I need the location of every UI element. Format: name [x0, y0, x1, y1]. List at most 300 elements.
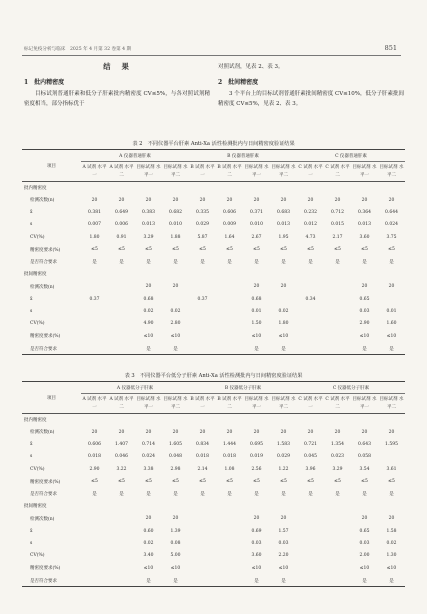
data-cell [297, 268, 324, 280]
data-cell: 2.98 [170, 466, 181, 472]
data-cell [135, 500, 162, 512]
data-cell: 0.695 [250, 441, 263, 447]
data-cell: 是 [362, 260, 367, 266]
data-cell: ≤5 [91, 247, 98, 253]
section-1-text: 目标试剂普通肝素和低分子肝素批内精密度 CV≤5%，与各对照试剂精密度相当，部分指标优于 [24, 91, 210, 107]
data-cell: 0.371 [250, 209, 263, 215]
data-cell [216, 281, 243, 293]
data-cell [108, 575, 135, 587]
data-cell: 20 [361, 197, 368, 203]
row-label: 检测次数(n) [30, 284, 55, 290]
data-cell [297, 562, 324, 574]
data-cell [270, 182, 297, 194]
data-cell [297, 500, 324, 512]
data-cell [81, 343, 108, 355]
reagent-level-header: 目标试剂 水平一 [243, 162, 270, 182]
reagent-level-header: 目标试剂 水平二 [378, 394, 405, 414]
group-header: B 仪器低分子肝素 [189, 382, 297, 394]
data-cell [81, 281, 108, 293]
data-cell [297, 281, 324, 293]
row-label: x̄ [30, 441, 33, 447]
data-cell: 0.65 [359, 296, 370, 302]
data-cell: 1.354 [331, 441, 344, 447]
reagent-level-header: 目标试剂 水平一 [351, 162, 378, 182]
data-cell: 0.08 [170, 541, 181, 547]
data-cell: 是 [389, 260, 394, 266]
data-cell: 20 [253, 429, 260, 435]
data-cell: 0.834 [196, 441, 209, 447]
data-cell [216, 537, 243, 549]
data-cell [216, 343, 243, 355]
row-label: 批内精密度 [24, 417, 47, 423]
reagent-level-header: C 试剂 水平一 [297, 394, 324, 414]
data-cell [162, 268, 189, 280]
data-cell [297, 550, 324, 562]
data-cell [189, 182, 216, 194]
table-row [22, 268, 405, 280]
data-cell: 20 [91, 429, 98, 435]
data-cell: 是 [308, 492, 313, 498]
data-cell: 1.64 [224, 234, 235, 240]
data-cell [189, 268, 216, 280]
table-row [22, 451, 405, 463]
data-cell [81, 575, 108, 587]
row-label: 批间精密度 [24, 504, 47, 510]
data-cell [189, 562, 216, 574]
table-row [22, 231, 405, 243]
data-cell: 2.00 [359, 553, 370, 559]
data-cell: 0.024 [142, 454, 155, 460]
table-row [22, 488, 405, 500]
data-cell: ≤5 [307, 247, 314, 253]
data-cell [216, 414, 243, 426]
data-cell: 0.013 [277, 222, 290, 228]
data-cell: 0.682 [169, 209, 182, 215]
section-2-text: 3 个平台上的目标试剂普通肝素批间精密度 CV≤10%，低分子肝素批间精密度 CV≤5%，见表 2、表 3。 [218, 91, 405, 107]
data-cell: 20 [118, 197, 125, 203]
data-cell [270, 500, 297, 512]
results-title: 结 果 [103, 62, 131, 71]
reagent-level-header: C 试剂 水平二 [324, 394, 351, 414]
row-label: 精密度要求(%) [30, 247, 61, 253]
data-cell: 0.03 [359, 541, 370, 547]
data-cell: 20 [388, 197, 395, 203]
data-cell [189, 575, 216, 587]
data-cell [189, 330, 216, 342]
table-row [22, 305, 405, 317]
data-cell [81, 182, 108, 194]
data-cell [81, 550, 108, 562]
data-cell: 是 [162, 575, 189, 587]
reagent-level-header: A 试剂 水平二 [108, 394, 135, 414]
data-cell [189, 550, 216, 562]
data-cell [297, 343, 324, 355]
data-cell: 20 [253, 516, 260, 522]
data-cell: 1.88 [170, 234, 181, 240]
data-cell: 是 [146, 492, 151, 498]
row-label: 检测次数(n) [30, 516, 55, 522]
row-label: 批内精密度 [24, 185, 47, 191]
data-cell: 3.29 [143, 234, 154, 240]
data-cell: 是 [119, 260, 124, 266]
group-header: A 仪器普通肝素 [81, 150, 189, 162]
data-cell [297, 318, 324, 330]
row-label: CV(%) [30, 553, 45, 559]
table-row [22, 206, 405, 218]
data-cell: ≤10 [251, 565, 262, 571]
reagent-level-header: 目标试剂 水平二 [162, 394, 189, 414]
data-cell: ≤5 [334, 247, 341, 253]
data-cell [324, 281, 351, 293]
data-cell: ≤5 [388, 479, 395, 485]
data-cell: 0.683 [277, 209, 290, 215]
data-cell [378, 451, 405, 463]
data-cell: ≤5 [361, 479, 368, 485]
row-label: 检测次数(n) [30, 430, 55, 436]
table-row [22, 500, 405, 512]
data-cell [108, 281, 135, 293]
table-row [22, 562, 405, 574]
data-cell: 20 [280, 516, 287, 522]
data-cell: 1.30 [386, 553, 397, 559]
data-cell: 0.007 [88, 222, 101, 228]
data-cell: 4.73 [305, 234, 316, 240]
data-cell: 0.65 [359, 528, 370, 534]
data-cell: 0.024 [385, 222, 398, 228]
data-cell: 20 [172, 516, 179, 522]
data-cell [216, 525, 243, 537]
data-cell [324, 268, 351, 280]
data-cell: 20 [145, 284, 152, 290]
data-cell [189, 318, 216, 330]
data-cell [108, 343, 135, 355]
data-cell: 20 [253, 284, 260, 290]
data-cell: 0.029 [196, 222, 209, 228]
data-cell [324, 562, 351, 574]
data-cell [297, 330, 324, 342]
data-cell [351, 500, 378, 512]
row-label: CV(%) [30, 466, 45, 472]
table-2-caption: 表 2 不同仪器平台肝素 Anti-Xa 活性检测批内与日间精密度验证结果 [132, 141, 295, 147]
data-cell: 是 [200, 260, 205, 266]
data-cell [324, 513, 351, 525]
data-cell [108, 414, 135, 426]
data-cell: 是 [270, 343, 297, 355]
data-cell: 20 [91, 197, 98, 203]
data-cell: ≤5 [145, 479, 152, 485]
data-cell: 是 [92, 492, 97, 498]
data-cell: 20 [226, 197, 233, 203]
data-cell: 20 [172, 197, 179, 203]
data-cell: 是 [92, 260, 97, 266]
data-cell [270, 268, 297, 280]
row-label: x̄ [30, 209, 33, 215]
data-cell: ≤5 [253, 479, 260, 485]
data-cell [81, 525, 108, 537]
data-cell: ≤5 [226, 479, 233, 485]
data-cell: 0.03 [278, 541, 289, 547]
group-header: B 仪器普通肝素 [189, 150, 297, 162]
data-cell: 20 [172, 429, 179, 435]
row-label: s [30, 541, 33, 547]
right-column [218, 62, 404, 109]
data-cell: 0.010 [169, 222, 182, 228]
data-cell: ≤10 [359, 565, 370, 571]
data-cell: 0.364 [358, 209, 371, 215]
data-cell: 0.029 [277, 454, 290, 460]
reagent-level-header: C 试剂 水平一 [297, 162, 324, 182]
data-cell [324, 575, 351, 587]
data-cell: 是 [335, 260, 340, 266]
data-cell [297, 513, 324, 525]
data-cell: 20 [118, 429, 125, 435]
data-cell [324, 550, 351, 562]
data-cell: 3.38 [143, 466, 154, 472]
data-cell [81, 305, 108, 317]
data-cell: 3.40 [143, 553, 154, 559]
data-cell: 1.08 [224, 466, 235, 472]
reagent-level-header: B 试剂 水平二 [216, 162, 243, 182]
data-cell: 是 [389, 492, 394, 498]
row-label: x̄ [30, 528, 33, 534]
data-cell: ≤10 [278, 333, 289, 339]
data-cell: 是 [281, 260, 286, 266]
data-cell: 是 [351, 343, 378, 355]
data-cell: 20 [361, 516, 368, 522]
data-cell: 是 [378, 575, 405, 587]
data-cell: 1.57 [278, 528, 289, 534]
data-cell [297, 537, 324, 549]
table-row [22, 426, 405, 438]
data-cell: 3.75 [386, 234, 397, 240]
data-cell: ≤10 [386, 565, 397, 571]
data-cell: 20 [307, 429, 314, 435]
data-cell [324, 293, 351, 305]
data-cell: 3.60 [359, 234, 370, 240]
data-cell [189, 281, 216, 293]
data-cell: 是 [254, 492, 259, 498]
row-label: 检测次数(n) [30, 198, 55, 204]
data-cell: 0.048 [169, 454, 182, 460]
data-cell: 20 [388, 429, 395, 435]
data-cell: 3.61 [386, 466, 397, 472]
table-row [22, 293, 405, 305]
data-cell: 0.712 [331, 209, 344, 215]
data-cell [378, 293, 405, 305]
data-cell: 3.96 [305, 466, 316, 472]
data-cell: 是 [162, 343, 189, 355]
data-cell: 1.605 [169, 441, 182, 447]
data-cell: 3.60 [251, 553, 262, 559]
data-cell: ≤5 [253, 247, 260, 253]
reagent-level-header: B 试剂 水平二 [216, 394, 243, 414]
data-cell: 0.644 [385, 209, 398, 215]
data-cell: 5.00 [170, 553, 181, 559]
data-cell [324, 343, 351, 355]
row-label: x̄ [30, 296, 33, 302]
table-row [22, 194, 405, 206]
data-cell: ≤10 [170, 333, 181, 339]
data-cell: 0.721 [304, 441, 317, 447]
data-cell [189, 305, 216, 317]
data-cell [216, 500, 243, 512]
data-cell: ≤5 [280, 247, 287, 253]
data-cell: 0.68 [251, 296, 262, 302]
data-cell: 20 [334, 197, 341, 203]
data-cell: 1.407 [115, 441, 128, 447]
data-cell: 0.02 [278, 309, 289, 315]
row-label: CV(%) [30, 321, 45, 327]
reagent-level-header: 目标试剂 水平一 [243, 394, 270, 414]
data-cell: 20 [199, 429, 206, 435]
data-cell [297, 305, 324, 317]
data-cell: 1.583 [277, 441, 290, 447]
data-cell: 0.606 [88, 441, 101, 447]
data-cell: 是 [135, 343, 162, 355]
data-cell: 1.22 [278, 466, 289, 472]
data-cell: 0.02 [386, 541, 397, 547]
data-cell [216, 293, 243, 305]
reagent-level-header: 目标试剂 水平二 [270, 162, 297, 182]
data-cell [216, 513, 243, 525]
row-label: s [30, 309, 33, 315]
data-cell: 20 [172, 284, 179, 290]
data-cell [216, 330, 243, 342]
row-label: CV(%) [30, 234, 45, 240]
data-cell [297, 525, 324, 537]
reagent-level-header: 目标试剂 水平二 [270, 394, 297, 414]
data-cell: 20 [226, 429, 233, 435]
page-number: 851 [384, 44, 397, 52]
data-cell: 1.50 [251, 321, 262, 327]
data-cell [108, 330, 135, 342]
reagent-level-header: 目标试剂 水平一 [135, 162, 162, 182]
data-cell: 20 [253, 197, 260, 203]
data-cell: ≤10 [170, 565, 181, 571]
data-cell [378, 268, 405, 280]
reagent-level-header: 目标试剂 水平二 [378, 162, 405, 182]
data-cell: 20 [361, 429, 368, 435]
data-cell [216, 575, 243, 587]
data-cell: 0.606 [223, 209, 236, 215]
data-cell: 2.14 [197, 466, 208, 472]
data-cell [216, 182, 243, 194]
table-row [22, 414, 405, 426]
data-cell: 20 [199, 197, 206, 203]
data-cell: 0.37 [197, 296, 208, 302]
data-cell: 1.595 [385, 441, 398, 447]
data-cell: 2.80 [170, 321, 181, 327]
data-cell [162, 182, 189, 194]
data-cell [108, 513, 135, 525]
data-cell: ≤5 [172, 479, 179, 485]
table-row [22, 537, 405, 549]
reagent-level-header: A 试剂 水平一 [81, 394, 108, 414]
data-cell [243, 268, 270, 280]
item-column-header: 项目 [22, 150, 81, 182]
table-row [22, 550, 405, 562]
data-cell: 1.95 [278, 234, 289, 240]
data-cell [243, 500, 270, 512]
data-cell [108, 500, 135, 512]
data-cell [324, 182, 351, 194]
data-cell [108, 182, 135, 194]
data-cell: ≤5 [361, 247, 368, 253]
data-cell: 1.80 [278, 321, 289, 327]
data-cell: 0.018 [88, 454, 101, 460]
data-cell: 1.60 [386, 321, 397, 327]
data-cell: 是 [173, 260, 178, 266]
table-row [22, 525, 405, 537]
section-2-heading: 2 批间精密度 [218, 79, 259, 86]
data-cell: ≤10 [143, 333, 154, 339]
item-column-header: 项目 [22, 382, 81, 414]
data-cell [162, 500, 189, 512]
data-cell [162, 293, 189, 305]
data-cell [81, 513, 108, 525]
data-cell [189, 537, 216, 549]
data-cell [135, 182, 162, 194]
data-cell: 0.010 [250, 222, 263, 228]
group-header: C 仪器低分子肝素 [297, 382, 405, 394]
data-cell [81, 330, 108, 342]
table-row [22, 475, 405, 487]
data-cell: ≤5 [145, 247, 152, 253]
data-cell [81, 537, 108, 549]
data-cell: ≤10 [386, 333, 397, 339]
data-cell [216, 562, 243, 574]
data-cell [243, 414, 270, 426]
data-cell: 是 [173, 492, 178, 498]
data-cell: 1.80 [89, 234, 100, 240]
data-cell: 2.20 [278, 553, 289, 559]
data-cell: 是 [200, 492, 205, 498]
group-header: C 仪器普通肝素 [297, 150, 405, 162]
data-cell: 0.015 [331, 222, 344, 228]
data-cell: 0.383 [142, 209, 155, 215]
data-cell: ≤5 [172, 247, 179, 253]
data-cell [324, 414, 351, 426]
reagent-level-header: B 试剂 水平一 [189, 162, 216, 182]
table-3-caption: 表 3 不同仪器平台低分子肝素 Anti-Xa 活性检测批内与日间精密度验证结果 [124, 373, 303, 379]
data-cell [108, 268, 135, 280]
data-cell: 是 [227, 260, 232, 266]
data-cell: 是 [243, 343, 270, 355]
data-cell: 是 [243, 575, 270, 587]
data-cell [81, 414, 108, 426]
data-cell: 0.023 [331, 454, 344, 460]
table-2 [22, 149, 405, 355]
section-1-heading: 1 批内精密度 [24, 79, 65, 86]
data-cell: 0.381 [88, 209, 101, 215]
data-cell [135, 414, 162, 426]
data-cell: 0.006 [115, 222, 128, 228]
data-cell: 20 [307, 197, 314, 203]
data-cell: 0.643 [358, 441, 371, 447]
data-cell [81, 500, 108, 512]
data-cell [378, 414, 405, 426]
data-cell: 0.335 [196, 209, 209, 215]
data-cell: 3.22 [116, 466, 127, 472]
data-cell: 1.444 [223, 441, 236, 447]
data-cell [81, 318, 108, 330]
data-cell: 0.37 [89, 296, 100, 302]
table-row [22, 343, 405, 355]
data-cell: 20 [388, 516, 395, 522]
table-row [22, 318, 405, 330]
data-cell [189, 525, 216, 537]
data-cell: ≤5 [280, 479, 287, 485]
